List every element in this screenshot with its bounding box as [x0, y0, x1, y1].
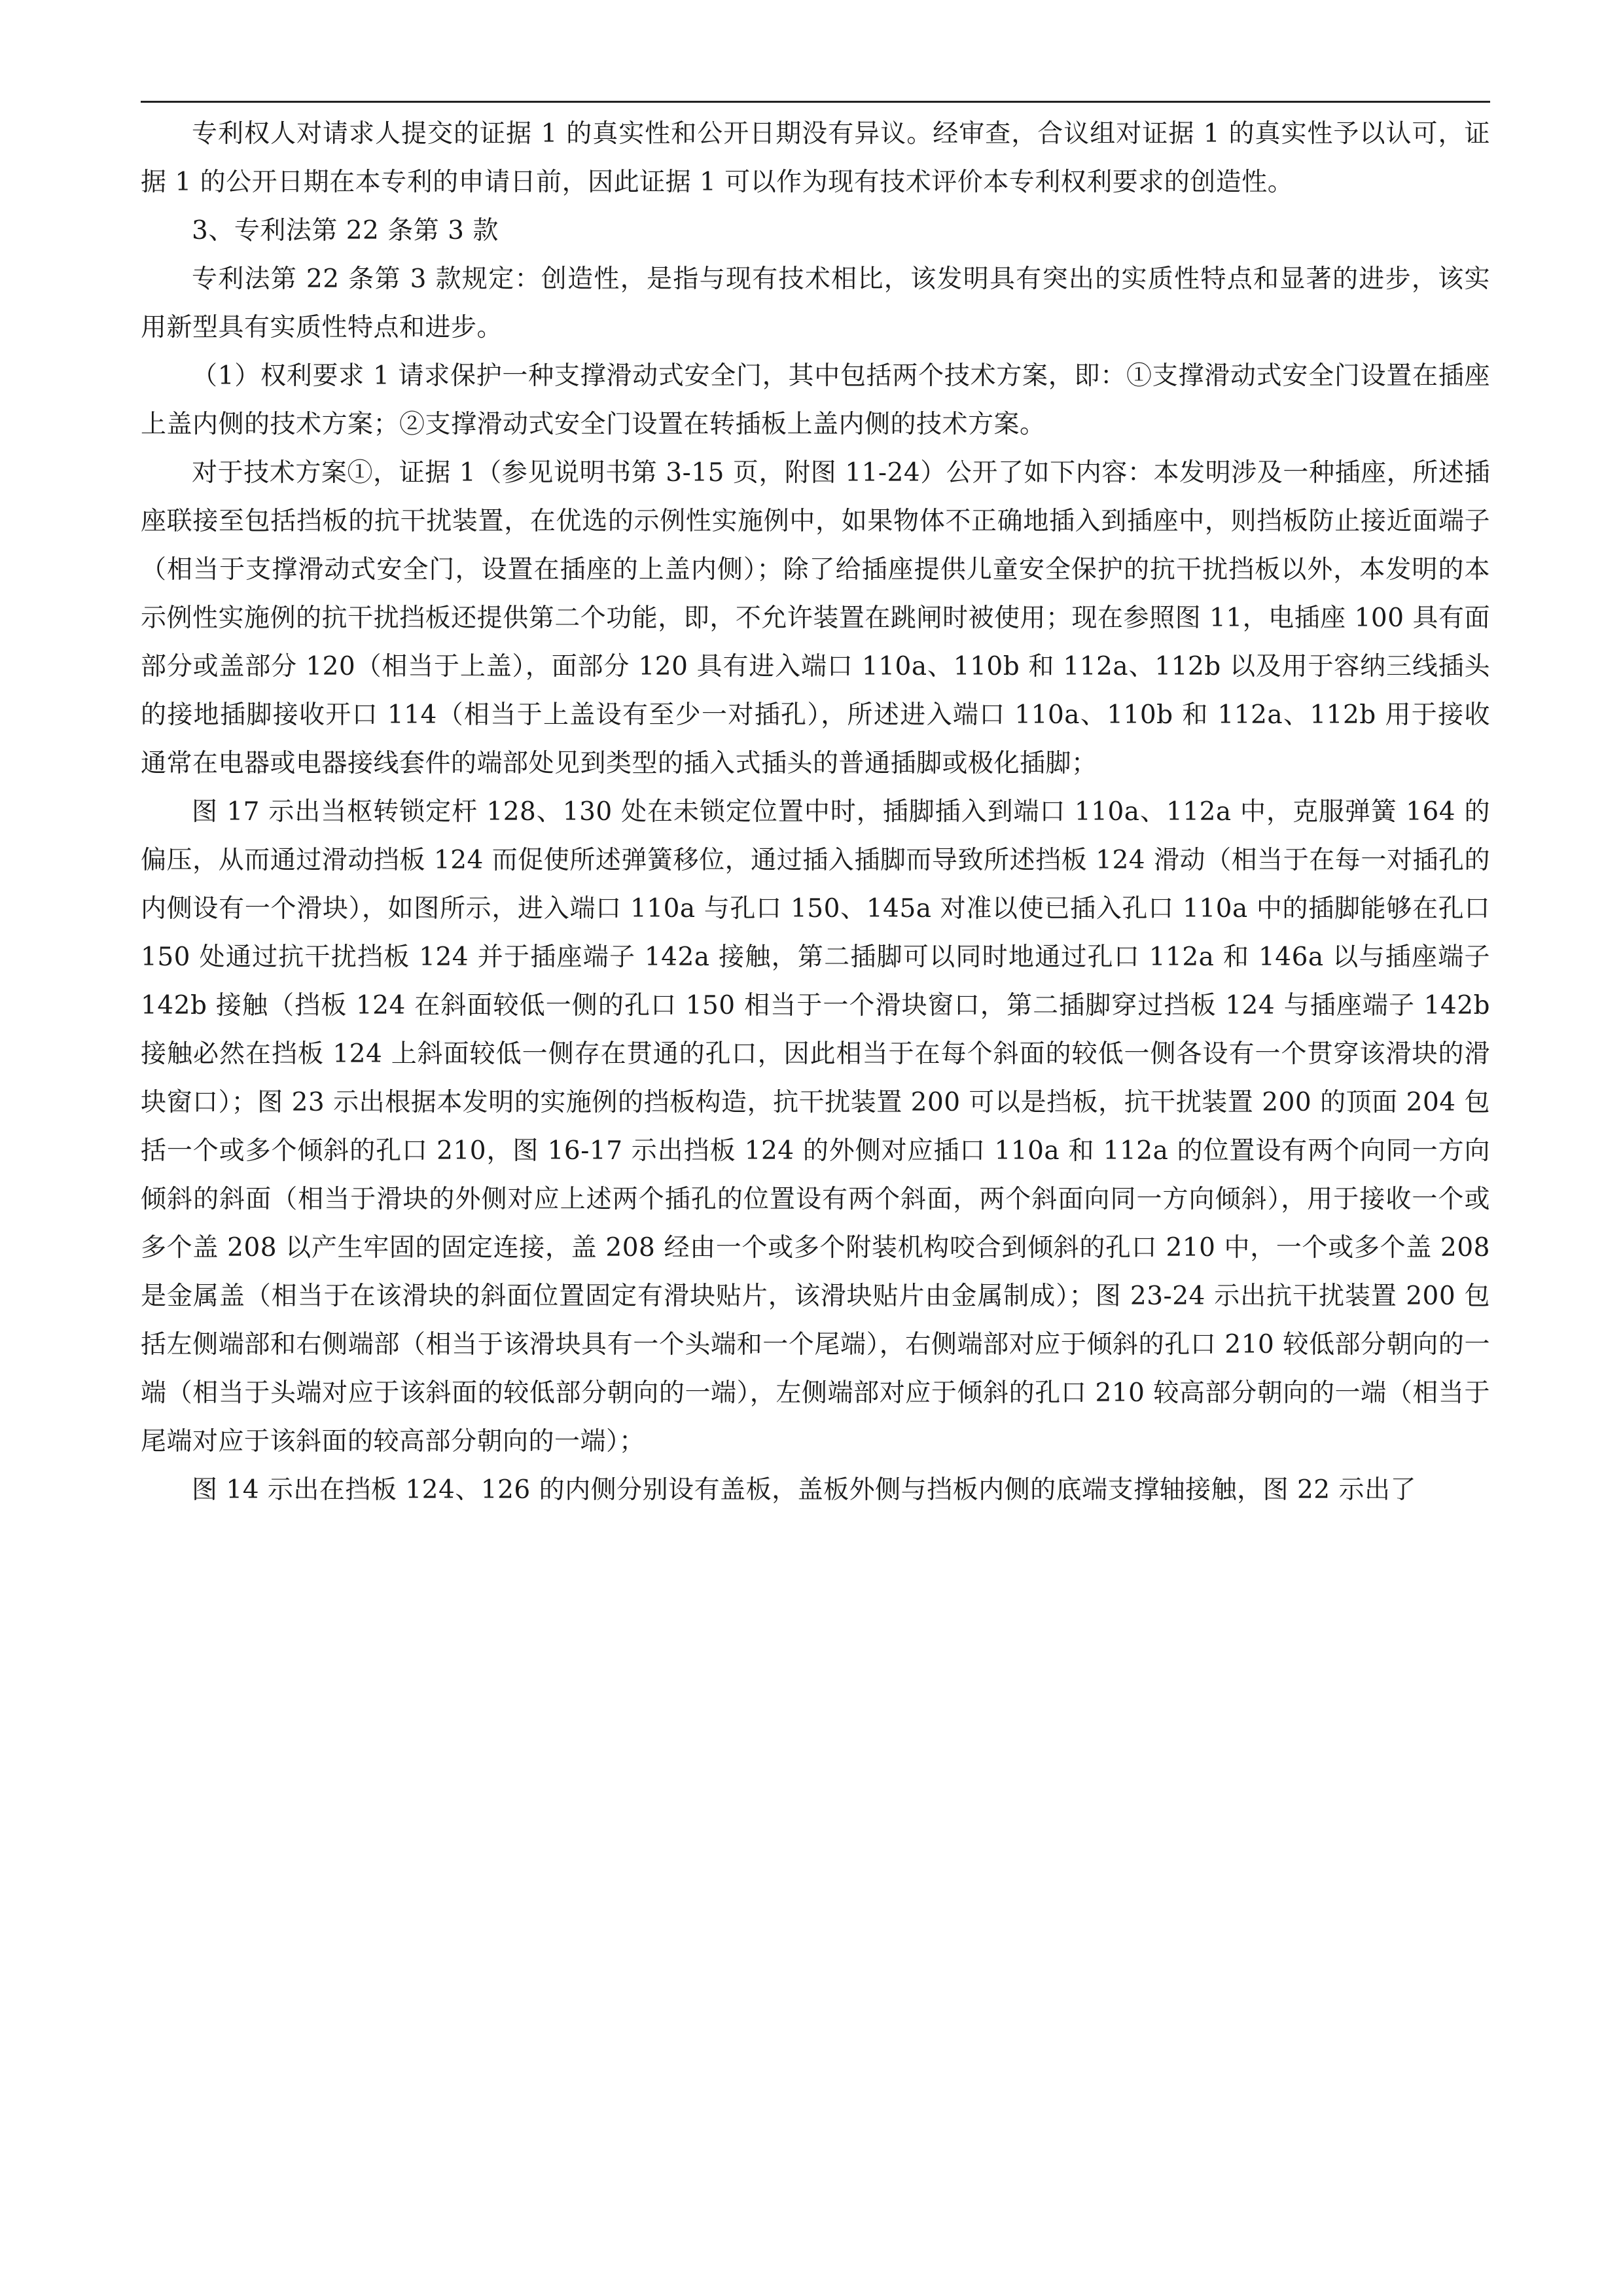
- paragraph-technical-solution-1: 对于技术方案①，证据 1（参见说明书第 3-15 页，附图 11-24）公开了如下内容：本发明涉及一种插座，所述插座联接至包括挡板的抗干扰装置，在优选的示例性实施例中，如果物体不正确地插入到插座中，则挡板防止接近面端子（相当于支撑滑动式安全门，设置在插座的上盖内侧）；除了给插座提供儿童安全保护的抗干扰挡板以外，本发明的本示例性实施例的抗干扰挡板还提供第二个功能，即，不允许装置在跳闸时被使用；现在参照图 11，电插座 100 具有面部分或盖部分 120（相当于上盖），面部分 120 具有进入端口 110a、110b 和 112a、112b 以及用于容纳三线插头的接地插脚接收开口 114（相当于上盖设有至少一对插孔），所述进入端口 110a、110b 和 112a、112b 用于接收通常在电器或电器接线套件的端部处见到类型的插入式插头的普通插脚或极化插脚；: [141, 458, 1490, 778]
- document-body: [141, 110, 1490, 1515]
- paragraph-figure-17: 图 17 示出当枢转锁定杆 128、130 处在未锁定位置中时，插脚插入到端口 110a、112a 中，克服弹簧 164 的偏压，从而通过滑动挡板 124 而促使所述弹簧移位，通过插入插脚而导致所述挡板 124 滑动（相当于在每一对插孔的内侧设有一个滑块），如图所示，进入端口 110a 与孔口 150、145a 对准以使已插入孔口 110a 中的插脚能够在孔口 150 处通过抗干扰挡板 124 并于插座端子 142a 接触，第二插脚可以同时地通过孔口 112a 和 146a 以与插座端子 142b 接触（挡板 124 在斜面较低一侧的孔口 150 相当于一个滑块窗口，第二插脚穿过挡板 124 与插座端子 142b 接触必然在挡板 124 上斜面较低一侧存在贯通的孔口，因此相当于在每个斜面的较低一侧各设有一个贯穿该滑块的滑块窗口）；图 23 示出根据本发明的实施例的挡板构造，抗干扰装置 200 可以是挡板，抗干扰装置 200 的顶面 204 包括一个或多个倾斜的孔口 210，图 16-17 示出挡板 124 的外侧对应插口 110a 和 112a 的位置设有两个向同一方向倾斜的斜面（相当于滑块的外侧对应上述两个插孔的位置设有两个斜面，两个斜面向同一方向倾斜），用于接收一个或多个盖 208 以产生牢固的固定连接，盖 208 经由一个或多个附装机构咬合到倾斜的孔口 210 中，一个或多个盖 208 是金属盖（相当于在该滑块的斜面位置固定有滑块贴片，该滑块贴片由金属制成）；图 23-24 示出抗干扰装置 200 包括左侧端部和右侧端部（相当于该滑块具有一个头端和一个尾端），右侧端部对应于倾斜的孔口 210 较低部分朝向的一端（相当于头端对应于该斜面的较低部分朝向的一端），左侧端部对应于倾斜的孔口 210 较高部分朝向的一端（相当于尾端对应于该斜面的较高部分朝向的一端）；: [141, 797, 1490, 1456]
- section-heading-article-22-3: 3、专利法第 22 条第 3 款: [192, 216, 499, 245]
- header-rule: [141, 101, 1490, 103]
- paragraph-inventiveness-definition: 专利法第 22 条第 3 款规定：创造性，是指与现有技术相比，该发明具有突出的实质性特点和显著的进步，该实用新型具有实质性特点和进步。: [141, 264, 1490, 342]
- paragraph-claim-1: （1）权利要求 1 请求保护一种支撑滑动式安全门，其中包括两个技术方案，即：①支撑滑动式安全门设置在插座上盖内侧的技术方案；②支撑滑动式安全门设置在转插板上盖内侧的技术方案。: [141, 361, 1490, 439]
- paragraph-evidence-authenticity: 专利权人对请求人提交的证据 1 的真实性和公开日期没有异议。经审查，合议组对证据 1 的真实性予以认可，证据 1 的公开日期在本专利的申请日前，因此证据 1 可以作为现有技术评价本专利权利要求的创造性。: [141, 119, 1490, 197]
- paragraph-figure-14: 图 14 示出在挡板 124、126 的内侧分别设有盖板，盖板外侧与挡板内侧的底端支撑轴接触，图 22 示出了: [192, 1475, 1417, 1505]
